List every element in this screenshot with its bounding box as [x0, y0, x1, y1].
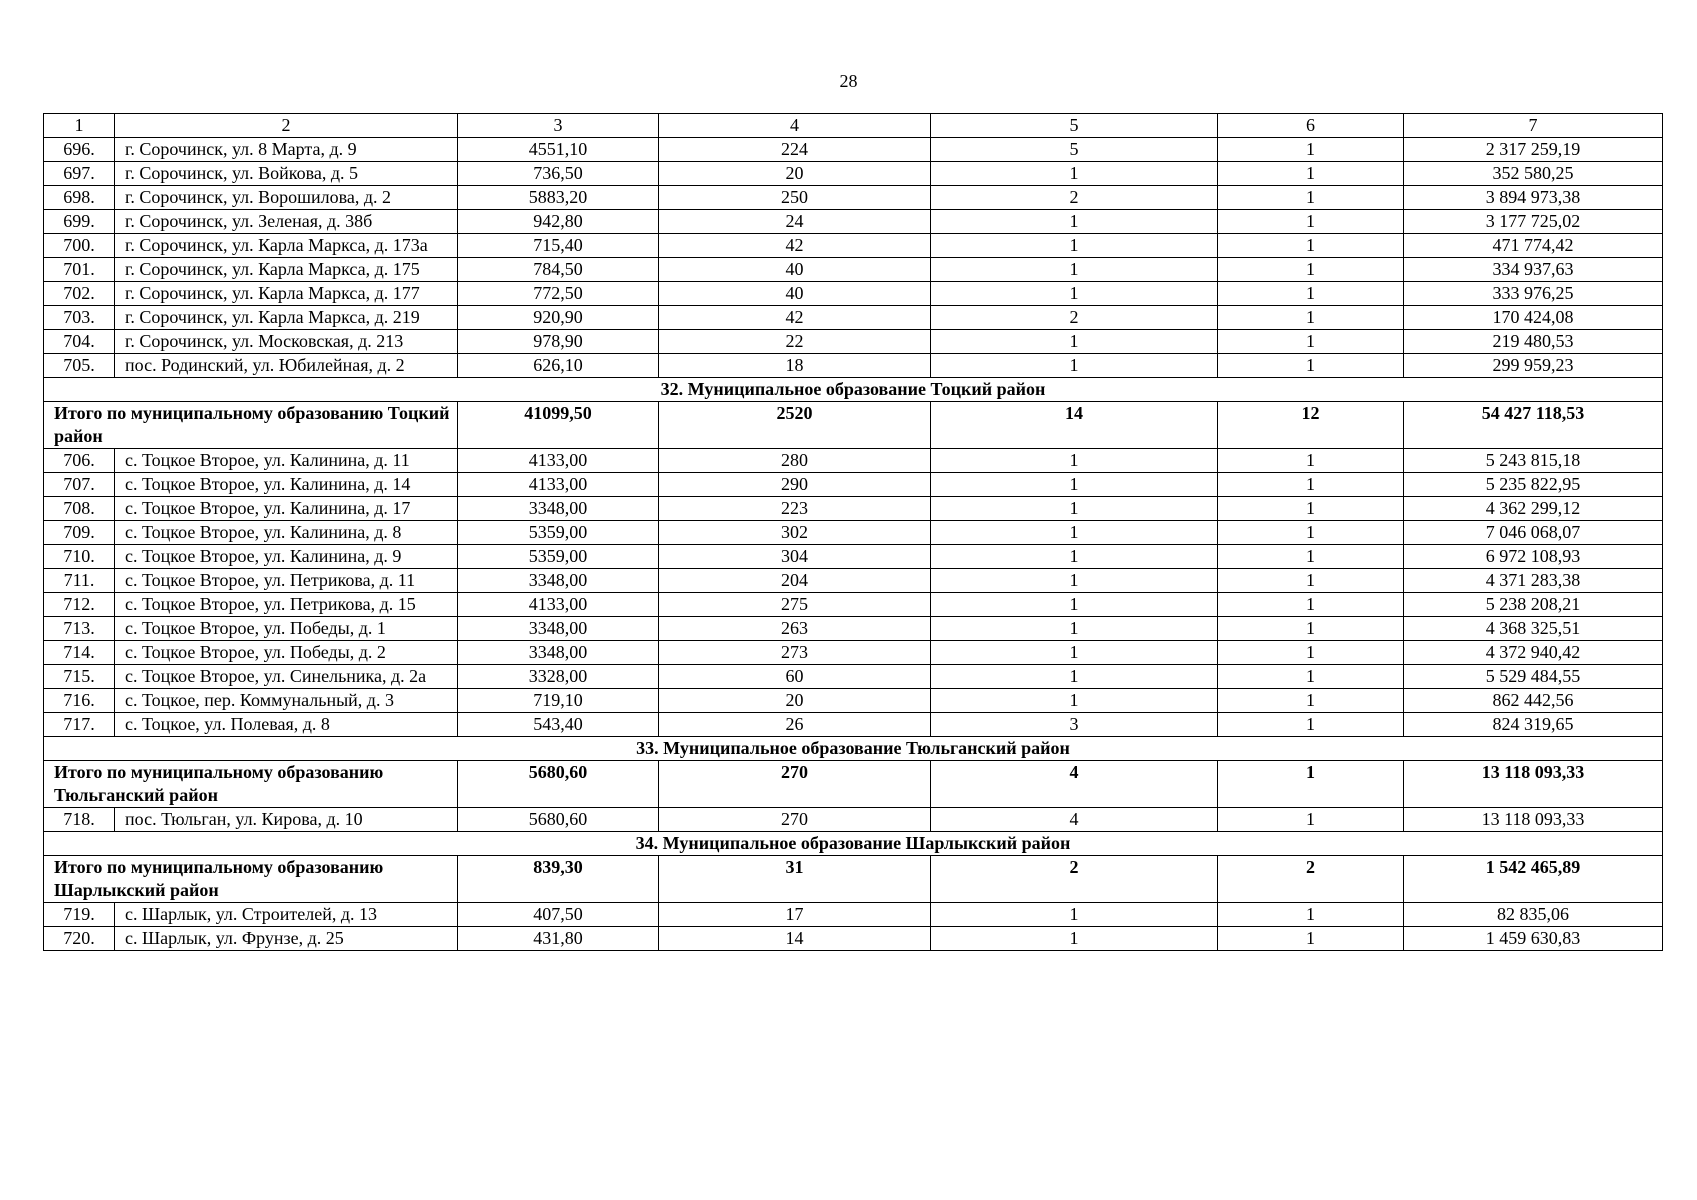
- address-cell: с. Тоцкое, ул. Полевая, д. 8: [115, 713, 458, 737]
- area-cell: 3348,00: [458, 569, 659, 593]
- count-cell: 12: [1218, 402, 1404, 449]
- address-cell: с. Шарлык, ул. Фрунзе, д. 25: [115, 927, 458, 951]
- table-row: [44, 617, 1663, 641]
- amount-cell: 4 368 325,51: [1404, 617, 1663, 641]
- table-row: [44, 449, 1663, 473]
- count-cell: 1: [931, 903, 1218, 927]
- count-cell: 1: [1218, 258, 1404, 282]
- count-cell: 1: [931, 545, 1218, 569]
- table-row: [44, 354, 1663, 378]
- section-title: 33. Муниципальное образование Тюльганский район: [44, 737, 1663, 761]
- count-cell: 1: [931, 593, 1218, 617]
- count-cell: 1: [1218, 138, 1404, 162]
- count-cell: 1: [1218, 306, 1404, 330]
- residents-cell: 263: [659, 617, 931, 641]
- section-title: 34. Муниципальное образование Шарлыкский район: [44, 832, 1663, 856]
- header-cell: 6: [1218, 114, 1404, 138]
- area-cell: 839,30: [458, 856, 659, 903]
- count-cell: 2: [931, 306, 1218, 330]
- table-row: [44, 330, 1663, 354]
- count-cell: 1: [1218, 545, 1404, 569]
- row-number: 720.: [44, 927, 115, 951]
- residents-cell: 20: [659, 162, 931, 186]
- residents-cell: 250: [659, 186, 931, 210]
- row-number: 712.: [44, 593, 115, 617]
- count-cell: 1: [931, 162, 1218, 186]
- row-number: 700.: [44, 234, 115, 258]
- address-cell: с. Тоцкое Второе, ул. Калинина, д. 17: [115, 497, 458, 521]
- amount-cell: 54 427 118,53: [1404, 402, 1663, 449]
- total-row: [44, 856, 1663, 903]
- table-row: [44, 162, 1663, 186]
- count-cell: 1: [1218, 713, 1404, 737]
- table-row: [44, 689, 1663, 713]
- address-cell: г. Сорочинск, ул. Зеленая, д. 38б: [115, 210, 458, 234]
- header-cell: 7: [1404, 114, 1663, 138]
- amount-cell: 1 459 630,83: [1404, 927, 1663, 951]
- count-cell: 1: [1218, 641, 1404, 665]
- address-cell: с. Тоцкое Второе, ул. Петрикова, д. 11: [115, 569, 458, 593]
- area-cell: 920,90: [458, 306, 659, 330]
- section-header-row: [44, 737, 1663, 761]
- row-number: 696.: [44, 138, 115, 162]
- residents-cell: 24: [659, 210, 931, 234]
- housing-table: [43, 113, 1663, 951]
- residents-cell: 17: [659, 903, 931, 927]
- address-cell: г. Сорочинск, ул. Карла Маркса, д. 173а: [115, 234, 458, 258]
- residents-cell: 223: [659, 497, 931, 521]
- count-cell: 1: [931, 689, 1218, 713]
- address-cell: с. Тоцкое, пер. Коммунальный, д. 3: [115, 689, 458, 713]
- area-cell: 431,80: [458, 927, 659, 951]
- table-row: [44, 258, 1663, 282]
- table-body: [44, 114, 1663, 951]
- residents-cell: 304: [659, 545, 931, 569]
- count-cell: 5: [931, 138, 1218, 162]
- address-cell: с. Тоцкое Второе, ул. Калинина, д. 14: [115, 473, 458, 497]
- count-cell: 1: [931, 210, 1218, 234]
- address-cell: г. Сорочинск, ул. Карла Маркса, д. 175: [115, 258, 458, 282]
- residents-cell: 270: [659, 761, 931, 808]
- area-cell: 626,10: [458, 354, 659, 378]
- count-cell: 1: [931, 569, 1218, 593]
- count-cell: 1: [1218, 521, 1404, 545]
- row-number: 702.: [44, 282, 115, 306]
- address-cell: с. Тоцкое Второе, ул. Калинина, д. 11: [115, 449, 458, 473]
- count-cell: 1: [931, 641, 1218, 665]
- section-header-row: [44, 832, 1663, 856]
- table-row: [44, 927, 1663, 951]
- count-cell: 1: [1218, 593, 1404, 617]
- area-cell: 772,50: [458, 282, 659, 306]
- area-cell: 3348,00: [458, 617, 659, 641]
- table-row: [44, 569, 1663, 593]
- address-cell: г. Сорочинск, ул. Московская, д. 213: [115, 330, 458, 354]
- address-cell: с. Тоцкое Второе, ул. Калинина, д. 8: [115, 521, 458, 545]
- address-cell: с. Тоцкое Второе, ул. Калинина, д. 9: [115, 545, 458, 569]
- address-cell: с. Тоцкое Второе, ул. Победы, д. 1: [115, 617, 458, 641]
- total-row: [44, 402, 1663, 449]
- row-number: 719.: [44, 903, 115, 927]
- amount-cell: 170 424,08: [1404, 306, 1663, 330]
- table-row: [44, 138, 1663, 162]
- count-cell: 1: [931, 665, 1218, 689]
- table-row: [44, 665, 1663, 689]
- area-cell: 784,50: [458, 258, 659, 282]
- count-cell: 1: [931, 927, 1218, 951]
- table-row: [44, 521, 1663, 545]
- count-cell: 1: [931, 282, 1218, 306]
- count-cell: 1: [1218, 903, 1404, 927]
- total-label: Итого по муниципальному образованию Тоцкий район: [44, 402, 458, 449]
- amount-cell: 5 529 484,55: [1404, 665, 1663, 689]
- area-cell: 715,40: [458, 234, 659, 258]
- area-cell: 942,80: [458, 210, 659, 234]
- address-cell: с. Тоцкое Второе, ул. Победы, д. 2: [115, 641, 458, 665]
- section-title: 32. Муниципальное образование Тоцкий район: [44, 378, 1663, 402]
- amount-cell: 219 480,53: [1404, 330, 1663, 354]
- header-cell: 2: [115, 114, 458, 138]
- residents-cell: 31: [659, 856, 931, 903]
- row-number: 703.: [44, 306, 115, 330]
- area-cell: 719,10: [458, 689, 659, 713]
- row-number: 718.: [44, 808, 115, 832]
- row-number: 715.: [44, 665, 115, 689]
- residents-cell: 14: [659, 927, 931, 951]
- total-label: Итого по муниципальному образованию Тюльганский район: [44, 761, 458, 808]
- address-cell: с. Тоцкое Второе, ул. Петрикова, д. 15: [115, 593, 458, 617]
- table-row: [44, 593, 1663, 617]
- address-cell: пос. Родинский, ул. Юбилейная, д. 2: [115, 354, 458, 378]
- count-cell: 1: [931, 449, 1218, 473]
- residents-cell: 20: [659, 689, 931, 713]
- residents-cell: 290: [659, 473, 931, 497]
- count-cell: 1: [931, 521, 1218, 545]
- section-header-row: [44, 378, 1663, 402]
- count-cell: 1: [1218, 354, 1404, 378]
- row-number: 717.: [44, 713, 115, 737]
- table-row: [44, 497, 1663, 521]
- amount-cell: 5 243 815,18: [1404, 449, 1663, 473]
- count-cell: 1: [1218, 210, 1404, 234]
- count-cell: 1: [1218, 497, 1404, 521]
- table-row: [44, 186, 1663, 210]
- address-cell: г. Сорочинск, ул. 8 Марта, д. 9: [115, 138, 458, 162]
- amount-cell: 82 835,06: [1404, 903, 1663, 927]
- amount-cell: 862 442,56: [1404, 689, 1663, 713]
- area-cell: 5680,60: [458, 808, 659, 832]
- table-row: [44, 234, 1663, 258]
- count-cell: 2: [931, 856, 1218, 903]
- area-cell: 41099,50: [458, 402, 659, 449]
- header-cell: 4: [659, 114, 931, 138]
- area-cell: 4133,00: [458, 593, 659, 617]
- amount-cell: 824 319,65: [1404, 713, 1663, 737]
- count-cell: 1: [931, 258, 1218, 282]
- residents-cell: 60: [659, 665, 931, 689]
- count-cell: 1: [931, 330, 1218, 354]
- count-cell: 3: [931, 713, 1218, 737]
- row-number: 714.: [44, 641, 115, 665]
- amount-cell: 471 774,42: [1404, 234, 1663, 258]
- header-cell: 3: [458, 114, 659, 138]
- amount-cell: 5 235 822,95: [1404, 473, 1663, 497]
- count-cell: 1: [1218, 330, 1404, 354]
- area-cell: 5359,00: [458, 521, 659, 545]
- row-number: 716.: [44, 689, 115, 713]
- address-cell: с. Шарлык, ул. Строителей, д. 13: [115, 903, 458, 927]
- amount-cell: 299 959,23: [1404, 354, 1663, 378]
- address-cell: г. Сорочинск, ул. Карла Маркса, д. 219: [115, 306, 458, 330]
- residents-cell: 275: [659, 593, 931, 617]
- count-cell: 2: [1218, 856, 1404, 903]
- row-number: 711.: [44, 569, 115, 593]
- count-cell: 1: [931, 354, 1218, 378]
- residents-cell: 22: [659, 330, 931, 354]
- table-row: [44, 903, 1663, 927]
- count-cell: 1: [1218, 449, 1404, 473]
- table-header-row: [44, 114, 1663, 138]
- table-row: [44, 210, 1663, 234]
- count-cell: 1: [1218, 162, 1404, 186]
- count-cell: 1: [1218, 808, 1404, 832]
- row-number: 699.: [44, 210, 115, 234]
- table-row: [44, 641, 1663, 665]
- residents-cell: 280: [659, 449, 931, 473]
- amount-cell: 3 177 725,02: [1404, 210, 1663, 234]
- amount-cell: 2 317 259,19: [1404, 138, 1663, 162]
- row-number: 710.: [44, 545, 115, 569]
- address-cell: г. Сорочинск, ул. Карла Маркса, д. 177: [115, 282, 458, 306]
- area-cell: 5680,60: [458, 761, 659, 808]
- count-cell: 1: [1218, 186, 1404, 210]
- amount-cell: 4 372 940,42: [1404, 641, 1663, 665]
- amount-cell: 13 118 093,33: [1404, 808, 1663, 832]
- count-cell: 1: [931, 234, 1218, 258]
- header-cell: 5: [931, 114, 1218, 138]
- row-number: 705.: [44, 354, 115, 378]
- area-cell: 3348,00: [458, 641, 659, 665]
- row-number: 701.: [44, 258, 115, 282]
- residents-cell: 42: [659, 234, 931, 258]
- amount-cell: 5 238 208,21: [1404, 593, 1663, 617]
- amount-cell: 352 580,25: [1404, 162, 1663, 186]
- area-cell: 736,50: [458, 162, 659, 186]
- area-cell: 3328,00: [458, 665, 659, 689]
- residents-cell: 224: [659, 138, 931, 162]
- count-cell: 2: [931, 186, 1218, 210]
- table-row: [44, 473, 1663, 497]
- residents-cell: 2520: [659, 402, 931, 449]
- residents-cell: 302: [659, 521, 931, 545]
- count-cell: 1: [931, 497, 1218, 521]
- address-cell: пос. Тюльган, ул. Кирова, д. 10: [115, 808, 458, 832]
- area-cell: 4551,10: [458, 138, 659, 162]
- residents-cell: 40: [659, 258, 931, 282]
- count-cell: 14: [931, 402, 1218, 449]
- amount-cell: 3 894 973,38: [1404, 186, 1663, 210]
- count-cell: 1: [1218, 234, 1404, 258]
- row-number: 708.: [44, 497, 115, 521]
- total-row: [44, 761, 1663, 808]
- table-row: [44, 282, 1663, 306]
- count-cell: 1: [1218, 665, 1404, 689]
- residents-cell: 18: [659, 354, 931, 378]
- table-row: [44, 545, 1663, 569]
- area-cell: 978,90: [458, 330, 659, 354]
- count-cell: 1: [1218, 617, 1404, 641]
- count-cell: 1: [931, 617, 1218, 641]
- area-cell: 5883,20: [458, 186, 659, 210]
- residents-cell: 26: [659, 713, 931, 737]
- amount-cell: 4 371 283,38: [1404, 569, 1663, 593]
- row-number: 697.: [44, 162, 115, 186]
- count-cell: 1: [1218, 569, 1404, 593]
- address-cell: с. Тоцкое Второе, ул. Синельника, д. 2а: [115, 665, 458, 689]
- row-number: 706.: [44, 449, 115, 473]
- table-row: [44, 713, 1663, 737]
- amount-cell: 7 046 068,07: [1404, 521, 1663, 545]
- count-cell: 1: [1218, 761, 1404, 808]
- count-cell: 1: [1218, 473, 1404, 497]
- area-cell: 407,50: [458, 903, 659, 927]
- count-cell: 4: [931, 761, 1218, 808]
- area-cell: 543,40: [458, 713, 659, 737]
- count-cell: 1: [1218, 689, 1404, 713]
- page-number: 28: [839, 71, 858, 91]
- count-cell: 1: [1218, 282, 1404, 306]
- header-cell: 1: [44, 114, 115, 138]
- address-cell: г. Сорочинск, ул. Войкова, д. 5: [115, 162, 458, 186]
- total-label: Итого по муниципальному образованию Шарлыкский район: [44, 856, 458, 903]
- residents-cell: 40: [659, 282, 931, 306]
- count-cell: 4: [931, 808, 1218, 832]
- area-cell: 5359,00: [458, 545, 659, 569]
- table-row: [44, 306, 1663, 330]
- count-cell: 1: [1218, 927, 1404, 951]
- row-number: 698.: [44, 186, 115, 210]
- row-number: 704.: [44, 330, 115, 354]
- area-cell: 4133,00: [458, 449, 659, 473]
- amount-cell: 334 937,63: [1404, 258, 1663, 282]
- area-cell: 4133,00: [458, 473, 659, 497]
- address-cell: г. Сорочинск, ул. Ворошилова, д. 2: [115, 186, 458, 210]
- row-number: 707.: [44, 473, 115, 497]
- amount-cell: 333 976,25: [1404, 282, 1663, 306]
- residents-cell: 270: [659, 808, 931, 832]
- residents-cell: 273: [659, 641, 931, 665]
- area-cell: 3348,00: [458, 497, 659, 521]
- table-row: [44, 808, 1663, 832]
- amount-cell: 6 972 108,93: [1404, 545, 1663, 569]
- amount-cell: 4 362 299,12: [1404, 497, 1663, 521]
- amount-cell: 13 118 093,33: [1404, 761, 1663, 808]
- count-cell: 1: [931, 473, 1218, 497]
- residents-cell: 204: [659, 569, 931, 593]
- row-number: 713.: [44, 617, 115, 641]
- residents-cell: 42: [659, 306, 931, 330]
- row-number: 709.: [44, 521, 115, 545]
- amount-cell: 1 542 465,89: [1404, 856, 1663, 903]
